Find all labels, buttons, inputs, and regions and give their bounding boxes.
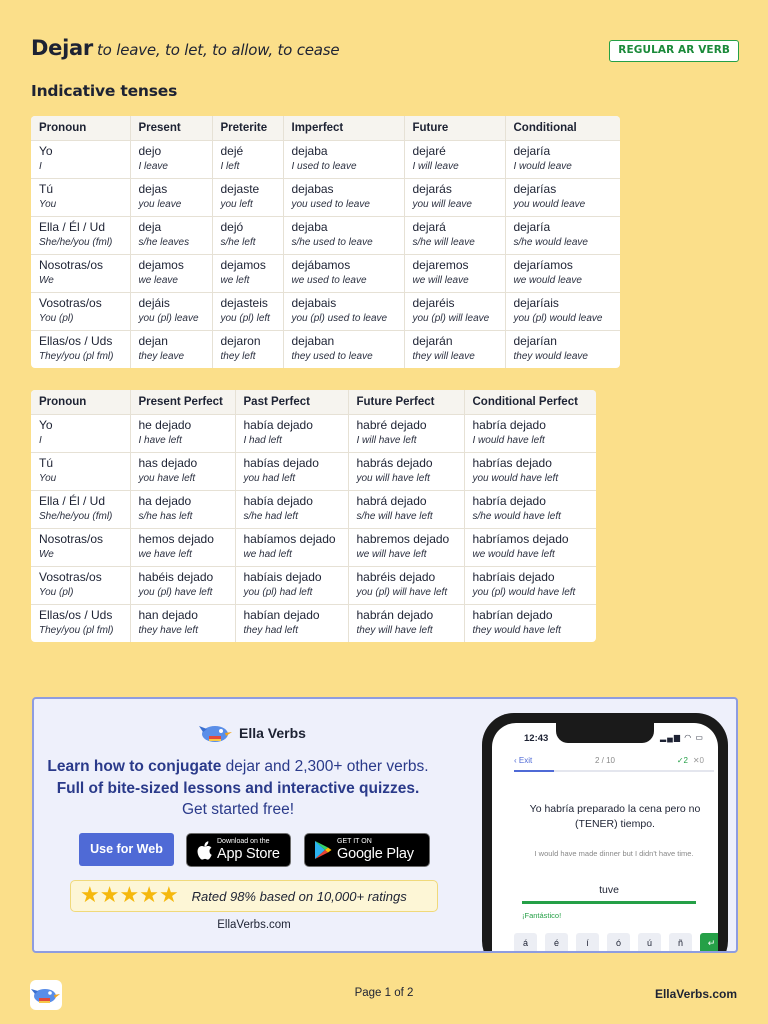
conjugation-cell (464, 604, 596, 642)
conjugation-cell (404, 216, 505, 254)
pronoun-cell (31, 414, 130, 452)
quiz-progress-text: 2 / 10 (594, 756, 615, 765)
table-row (31, 604, 596, 642)
conjugation-english: they will have left (356, 624, 433, 636)
conjugation-spanish: habíamos dejado (243, 531, 336, 546)
column-header: Past Perfect (235, 390, 348, 414)
conjugation-english: s/he leaves (138, 236, 190, 248)
conjugation-spanish: habrías dejado (472, 455, 552, 470)
pronoun-cell (31, 330, 130, 368)
conjugation-english: we have left (138, 548, 192, 560)
pronoun-spanish: Tú (39, 181, 54, 196)
pronoun-spanish: Nosotras/os (39, 257, 104, 272)
pronoun-english: You (39, 472, 57, 484)
conjugation-cell (130, 178, 212, 216)
conjugation-spanish: habríamos dejado (472, 531, 569, 546)
section-title: Indicative tenses (31, 82, 178, 100)
conjugation-cell (235, 604, 348, 642)
promo-text (34, 756, 442, 821)
conjugation-spanish: dejaron (220, 333, 261, 348)
conjugation-cell (130, 566, 235, 604)
conjugation-english: you had left (243, 472, 296, 484)
conjugation-english: we would leave (513, 274, 582, 286)
conjugation-english: I used to leave (291, 160, 357, 172)
conjugation-spanish: había dejado (243, 417, 313, 432)
conjugation-english: you (pl) used to leave (291, 312, 388, 324)
conjugation-spanish: dejaré (412, 143, 446, 158)
pronoun-english: They/you (pl fml) (39, 350, 114, 362)
column-header: Preterite (212, 116, 283, 140)
conjugation-cell (464, 414, 596, 452)
conjugation-cell (464, 490, 596, 528)
exit-link[interactable]: ‹ Exit (514, 756, 533, 765)
wrong-count: ✕0 (692, 756, 704, 765)
phone-time: 12:43 (524, 733, 549, 744)
pronoun-cell (31, 178, 130, 216)
conjugation-english: you (pl) have left (138, 586, 213, 598)
conjugation-cell (464, 566, 596, 604)
conjugation-english: you (pl) leave (138, 312, 199, 324)
conjugation-spanish: habéis dejado (138, 569, 214, 584)
conjugation-cell (130, 414, 235, 452)
column-header: Pronoun (31, 390, 130, 414)
pronoun-english: They/you (pl fml) (39, 624, 114, 636)
pronoun-spanish: Ellas/os / Uds (39, 333, 113, 348)
conjugation-english: I have left (138, 434, 182, 446)
conjugation-cell (464, 452, 596, 490)
conjugation-english: I left (220, 160, 240, 172)
pronoun-cell (31, 140, 130, 178)
pronoun-spanish: Yo (39, 143, 53, 158)
promo-site-link[interactable]: EllaVerbs.com (217, 919, 291, 931)
footer-site-link[interactable]: EllaVerbs.com (654, 987, 737, 1001)
conjugation-cell (283, 330, 404, 368)
page-number: Page 1 of 2 (354, 987, 414, 999)
conjugation-english: we would have left (472, 548, 555, 560)
table-row (31, 216, 620, 254)
accent-keyboard (514, 933, 718, 953)
conjugation-cell (348, 604, 464, 642)
conjugation-cell (130, 292, 212, 330)
conjugation-spanish: dejó (220, 219, 244, 234)
conjugation-cell (505, 178, 620, 216)
star-icon: ★ (80, 883, 100, 908)
conjugation-spanish: habías dejado (243, 455, 319, 470)
pronoun-english: She/he/you (fml) (39, 510, 113, 522)
conjugation-cell (212, 254, 283, 292)
conjugation-english: we leave (138, 274, 178, 286)
use-for-web-button[interactable]: Use for Web (79, 833, 174, 866)
star-icon: ★ (139, 883, 159, 908)
table-row (31, 566, 596, 604)
conjugation-spanish: habían dejado (243, 607, 320, 622)
conjugation-english: you (pl) had left (243, 586, 313, 598)
column-header: Conditional Perfect (464, 390, 596, 414)
pronoun-spanish: Tú (39, 455, 54, 470)
conjugation-spanish: dejarían (513, 333, 557, 348)
app-store-button[interactable] (186, 833, 291, 867)
quiz-progress-fill (514, 770, 554, 772)
conjugation-spanish: dejabais (291, 295, 337, 310)
table-row (31, 178, 620, 216)
brand-name: Ella Verbs (239, 725, 306, 741)
quiz-question: Yo habría preparado la cena pero no (TENER) tiempo. (529, 803, 701, 830)
conjugation-cell (235, 414, 348, 452)
conjugation-english: they will leave (412, 350, 475, 362)
conjugation-english: they leave (138, 350, 185, 362)
conjugation-cell (348, 490, 464, 528)
conjugation-english: you will have left (356, 472, 430, 484)
accent-key[interactable]: ú (638, 933, 661, 953)
conjugation-cell (130, 254, 212, 292)
conjugation-english: they had left (243, 624, 298, 636)
column-header: Future Perfect (348, 390, 464, 414)
pronoun-cell (31, 490, 130, 528)
conjugation-spanish: hemos dejado (138, 531, 214, 546)
table-row (31, 490, 596, 528)
conjugation-spanish: dejaba (291, 219, 328, 234)
accent-key[interactable]: í (576, 933, 599, 953)
conjugation-spanish: dejé (220, 143, 244, 158)
pronoun-english: You (pl) (39, 586, 74, 598)
conjugation-spanish: dejabas (291, 181, 334, 196)
google-play-icon (314, 840, 332, 860)
conjugation-english: they would leave (513, 350, 588, 362)
conjugation-cell (212, 292, 283, 330)
conjugation-cell (505, 216, 620, 254)
accent-key[interactable]: á (514, 933, 537, 953)
simple-tenses-table (31, 116, 620, 368)
conjugation-cell (235, 528, 348, 566)
perfect-tenses-table (31, 390, 596, 642)
conjugation-english: s/he left (220, 236, 256, 248)
pronoun-english: You (pl) (39, 312, 74, 324)
pronoun-english: We (39, 548, 54, 560)
phone-notch (556, 723, 654, 743)
page-header (31, 36, 739, 66)
pronoun-spanish: Ellas/os / Uds (39, 607, 113, 622)
app-store-small-text: Download on the (217, 838, 270, 845)
conjugation-english: you (pl) will have left (356, 586, 448, 598)
conjugation-cell (212, 330, 283, 368)
conjugation-english: we will leave (412, 274, 469, 286)
conjugation-english: you leave (138, 198, 182, 210)
conjugation-cell (130, 604, 235, 642)
verb-meaning: to leave, to let, to allow, to cease (97, 41, 340, 59)
conjugation-spanish: dejas (138, 181, 168, 196)
conjugation-english: s/he had left (243, 510, 298, 522)
pronoun-english: She/he/you (fml) (39, 236, 113, 248)
google-play-small-text: GET IT ON (337, 838, 372, 845)
table-row (31, 414, 596, 452)
answer-underline (522, 901, 696, 904)
star-icon: ★ (158, 883, 179, 908)
conjugation-cell (235, 452, 348, 490)
conjugation-spanish: dejaríais (513, 295, 559, 310)
conjugation-spanish: dejarás (412, 181, 452, 196)
phone-screen (492, 723, 718, 953)
conjugation-cell (283, 216, 404, 254)
table-header-row (31, 390, 596, 414)
conjugation-cell (348, 414, 464, 452)
conjugation-spanish: habrían dejado (472, 607, 553, 622)
conjugation-english: you used to leave (291, 198, 370, 210)
conjugation-spanish: dejarías (513, 181, 557, 196)
pronoun-cell (31, 566, 130, 604)
pronoun-cell (31, 292, 130, 330)
conjugation-cell (130, 490, 235, 528)
pronoun-cell (31, 528, 130, 566)
conjugation-cell (505, 292, 620, 330)
column-header: Pronoun (31, 116, 130, 140)
apple-icon (196, 841, 212, 860)
conjugation-english: s/he will leave (412, 236, 475, 248)
phone-status-icons: ▂▄▆ ◠ ▭ (660, 733, 704, 742)
pronoun-spanish: Vosotras/os (39, 569, 102, 584)
conjugation-spanish: dejamos (138, 257, 184, 272)
promo-line2: Full of bite-sized lessons and interactive quizzes. (56, 779, 420, 797)
conjugation-spanish: han dejado (138, 607, 198, 622)
star-icon: ★ (99, 883, 120, 908)
pronoun-spanish: Ella / Él / Ud (39, 493, 106, 508)
conjugation-cell (130, 528, 235, 566)
table-row (31, 254, 620, 292)
conjugation-spanish: dejaste (220, 181, 260, 196)
conjugation-cell (404, 140, 505, 178)
quiz-answer-input[interactable]: tuve (599, 884, 619, 896)
conjugation-cell (283, 292, 404, 330)
conjugation-cell (212, 140, 283, 178)
correct-count: ✓2 (676, 756, 688, 765)
conjugation-english: we will have left (356, 548, 427, 560)
conjugation-spanish: dejamos (220, 257, 266, 272)
conjugation-cell (505, 254, 620, 292)
conjugation-cell (235, 490, 348, 528)
ella-bird-logo-icon (199, 720, 233, 746)
conjugation-english: you (pl) would leave (513, 312, 603, 324)
conjugation-spanish: dejábamos (291, 257, 351, 272)
conjugation-spanish: había dejado (243, 493, 313, 508)
conjugation-cell (404, 178, 505, 216)
conjugation-english: you (pl) will leave (412, 312, 490, 324)
conjugation-english: they used to leave (291, 350, 373, 362)
rating-stars (80, 885, 179, 907)
promo-line1-bold: Learn how to conjugate (47, 758, 222, 775)
enter-key[interactable]: ↵ (700, 933, 718, 953)
table-row (31, 452, 596, 490)
conjugation-english: they left (220, 350, 256, 362)
conjugation-cell (505, 140, 620, 178)
conjugation-spanish: habrás dejado (356, 455, 433, 470)
conjugation-spanish: dejan (138, 333, 168, 348)
conjugation-spanish: dejaba (291, 143, 328, 158)
conjugation-cell (235, 566, 348, 604)
conjugation-cell (404, 292, 505, 330)
conjugation-cell (283, 178, 404, 216)
conjugation-cell (212, 178, 283, 216)
table-row (31, 330, 620, 368)
table-row (31, 528, 596, 566)
conjugation-spanish: dejará (412, 219, 446, 234)
pronoun-english: I (39, 160, 42, 172)
conjugation-cell (130, 140, 212, 178)
conjugation-english: we used to leave (291, 274, 367, 286)
promo-line3: Get started free! (182, 801, 294, 818)
conjugation-spanish: deja (138, 219, 162, 234)
table-row (31, 140, 620, 178)
conjugation-english: they have left (138, 624, 198, 636)
conjugation-spanish: habréis dejado (356, 569, 436, 584)
conjugation-spanish: habría dejado (472, 493, 546, 508)
app-promo-banner (32, 697, 738, 953)
conjugation-english: you will leave (412, 198, 472, 210)
conjugation-english: s/he has left (138, 510, 193, 522)
conjugation-spanish: habríais dejado (472, 569, 555, 584)
conjugation-spanish: he dejado (138, 417, 192, 432)
pronoun-cell (31, 604, 130, 642)
conjugation-english: I would have left (472, 434, 545, 446)
pronoun-spanish: Yo (39, 417, 53, 432)
conjugation-english: I had left (243, 434, 282, 446)
conjugation-english: you would leave (513, 198, 586, 210)
conjugation-english: s/he used to leave (291, 236, 373, 248)
verb-type-badge: REGULAR AR VERB (609, 40, 739, 62)
conjugation-english: I will have left (356, 434, 417, 446)
conjugation-cell (130, 216, 212, 254)
conjugation-cell (283, 254, 404, 292)
conjugation-english: they would have left (472, 624, 561, 636)
promo-line1-rest: dejar and 2,300+ other verbs. (221, 758, 429, 775)
conjugation-cell (404, 254, 505, 292)
conjugation-spanish: dejarán (412, 333, 453, 348)
conjugation-spanish: dejaría (513, 219, 551, 234)
column-header: Present Perfect (130, 390, 235, 414)
conjugation-english: we left (220, 274, 250, 286)
conjugation-english: we had left (243, 548, 292, 560)
conjugation-spanish: habría dejado (472, 417, 546, 432)
column-header: Imperfect (283, 116, 404, 140)
conjugation-spanish: has dejado (138, 455, 198, 470)
pronoun-english: I (39, 434, 42, 446)
pronoun-spanish: Nosotras/os (39, 531, 104, 546)
phone-mockup (482, 713, 728, 953)
conjugation-english: s/he will have left (356, 510, 433, 522)
pronoun-spanish: Vosotras/os (39, 295, 102, 310)
star-icon: ★ (119, 883, 140, 908)
conjugation-spanish: habíais dejado (243, 569, 322, 584)
pronoun-cell (31, 216, 130, 254)
conjugation-spanish: habrán dejado (356, 607, 434, 622)
conjugation-spanish: ha dejado (138, 493, 192, 508)
conjugation-cell (283, 140, 404, 178)
conjugation-english: s/he would have left (472, 510, 561, 522)
accent-key[interactable]: ó (607, 933, 630, 953)
pronoun-cell (31, 452, 130, 490)
conjugation-english: you have left (138, 472, 196, 484)
pronoun-english: We (39, 274, 54, 286)
conjugation-cell (348, 566, 464, 604)
conjugation-english: you would have left (472, 472, 559, 484)
conjugation-cell (505, 330, 620, 368)
verb-title: Dejar (31, 36, 93, 60)
conjugation-spanish: dejaban (291, 333, 335, 348)
conjugation-cell (130, 330, 212, 368)
accent-key[interactable]: ñ (669, 933, 692, 953)
column-header: Present (130, 116, 212, 140)
pronoun-english: You (39, 198, 57, 210)
brand (199, 718, 306, 748)
conjugation-cell (348, 528, 464, 566)
conjugation-spanish: dejaréis (412, 295, 455, 310)
conjugation-cell (212, 216, 283, 254)
pronoun-cell (31, 254, 130, 292)
column-header: Future (404, 116, 505, 140)
google-play-button[interactable] (304, 833, 430, 867)
conjugation-spanish: dejo (138, 143, 162, 158)
pronoun-spanish: Ella / Él / Ud (39, 219, 106, 234)
google-play-big-text: Google Play (337, 846, 414, 862)
conjugation-spanish: dejasteis (220, 295, 268, 310)
conjugation-spanish: dejaríamos (513, 257, 573, 272)
conjugation-spanish: habré dejado (356, 417, 427, 432)
rating-box (70, 880, 438, 912)
conjugation-spanish: dejaría (513, 143, 551, 158)
conjugation-cell (464, 528, 596, 566)
quiz-translation: I would have made dinner but I didn't have time. (534, 849, 694, 858)
conjugation-english: s/he would leave (513, 236, 588, 248)
rating-text: Rated 98% based on 10,000+ ratings (191, 888, 407, 904)
conjugation-spanish: dejáis (138, 295, 170, 310)
app-store-big-text: App Store (217, 846, 280, 862)
conjugation-cell (130, 452, 235, 490)
table-header-row (31, 116, 620, 140)
conjugation-english: you (pl) left (220, 312, 270, 324)
accent-key[interactable]: é (545, 933, 568, 953)
conjugation-cell (404, 330, 505, 368)
conjugation-english: I will leave (412, 160, 459, 172)
conjugation-english: I would leave (513, 160, 572, 172)
table-row (31, 292, 620, 330)
conjugation-english: I leave (138, 160, 168, 172)
conjugation-english: you (pl) would have left (472, 586, 576, 598)
conjugation-spanish: habremos dejado (356, 531, 450, 546)
conjugation-cell (348, 452, 464, 490)
quiz-feedback: ¡Fantástico! (522, 911, 562, 920)
column-header: Conditional (505, 116, 620, 140)
quiz-progress-bar (514, 770, 714, 772)
conjugation-spanish: habrá dejado (356, 493, 427, 508)
conjugation-english: you left (220, 198, 253, 210)
conjugation-spanish: dejaremos (412, 257, 469, 272)
